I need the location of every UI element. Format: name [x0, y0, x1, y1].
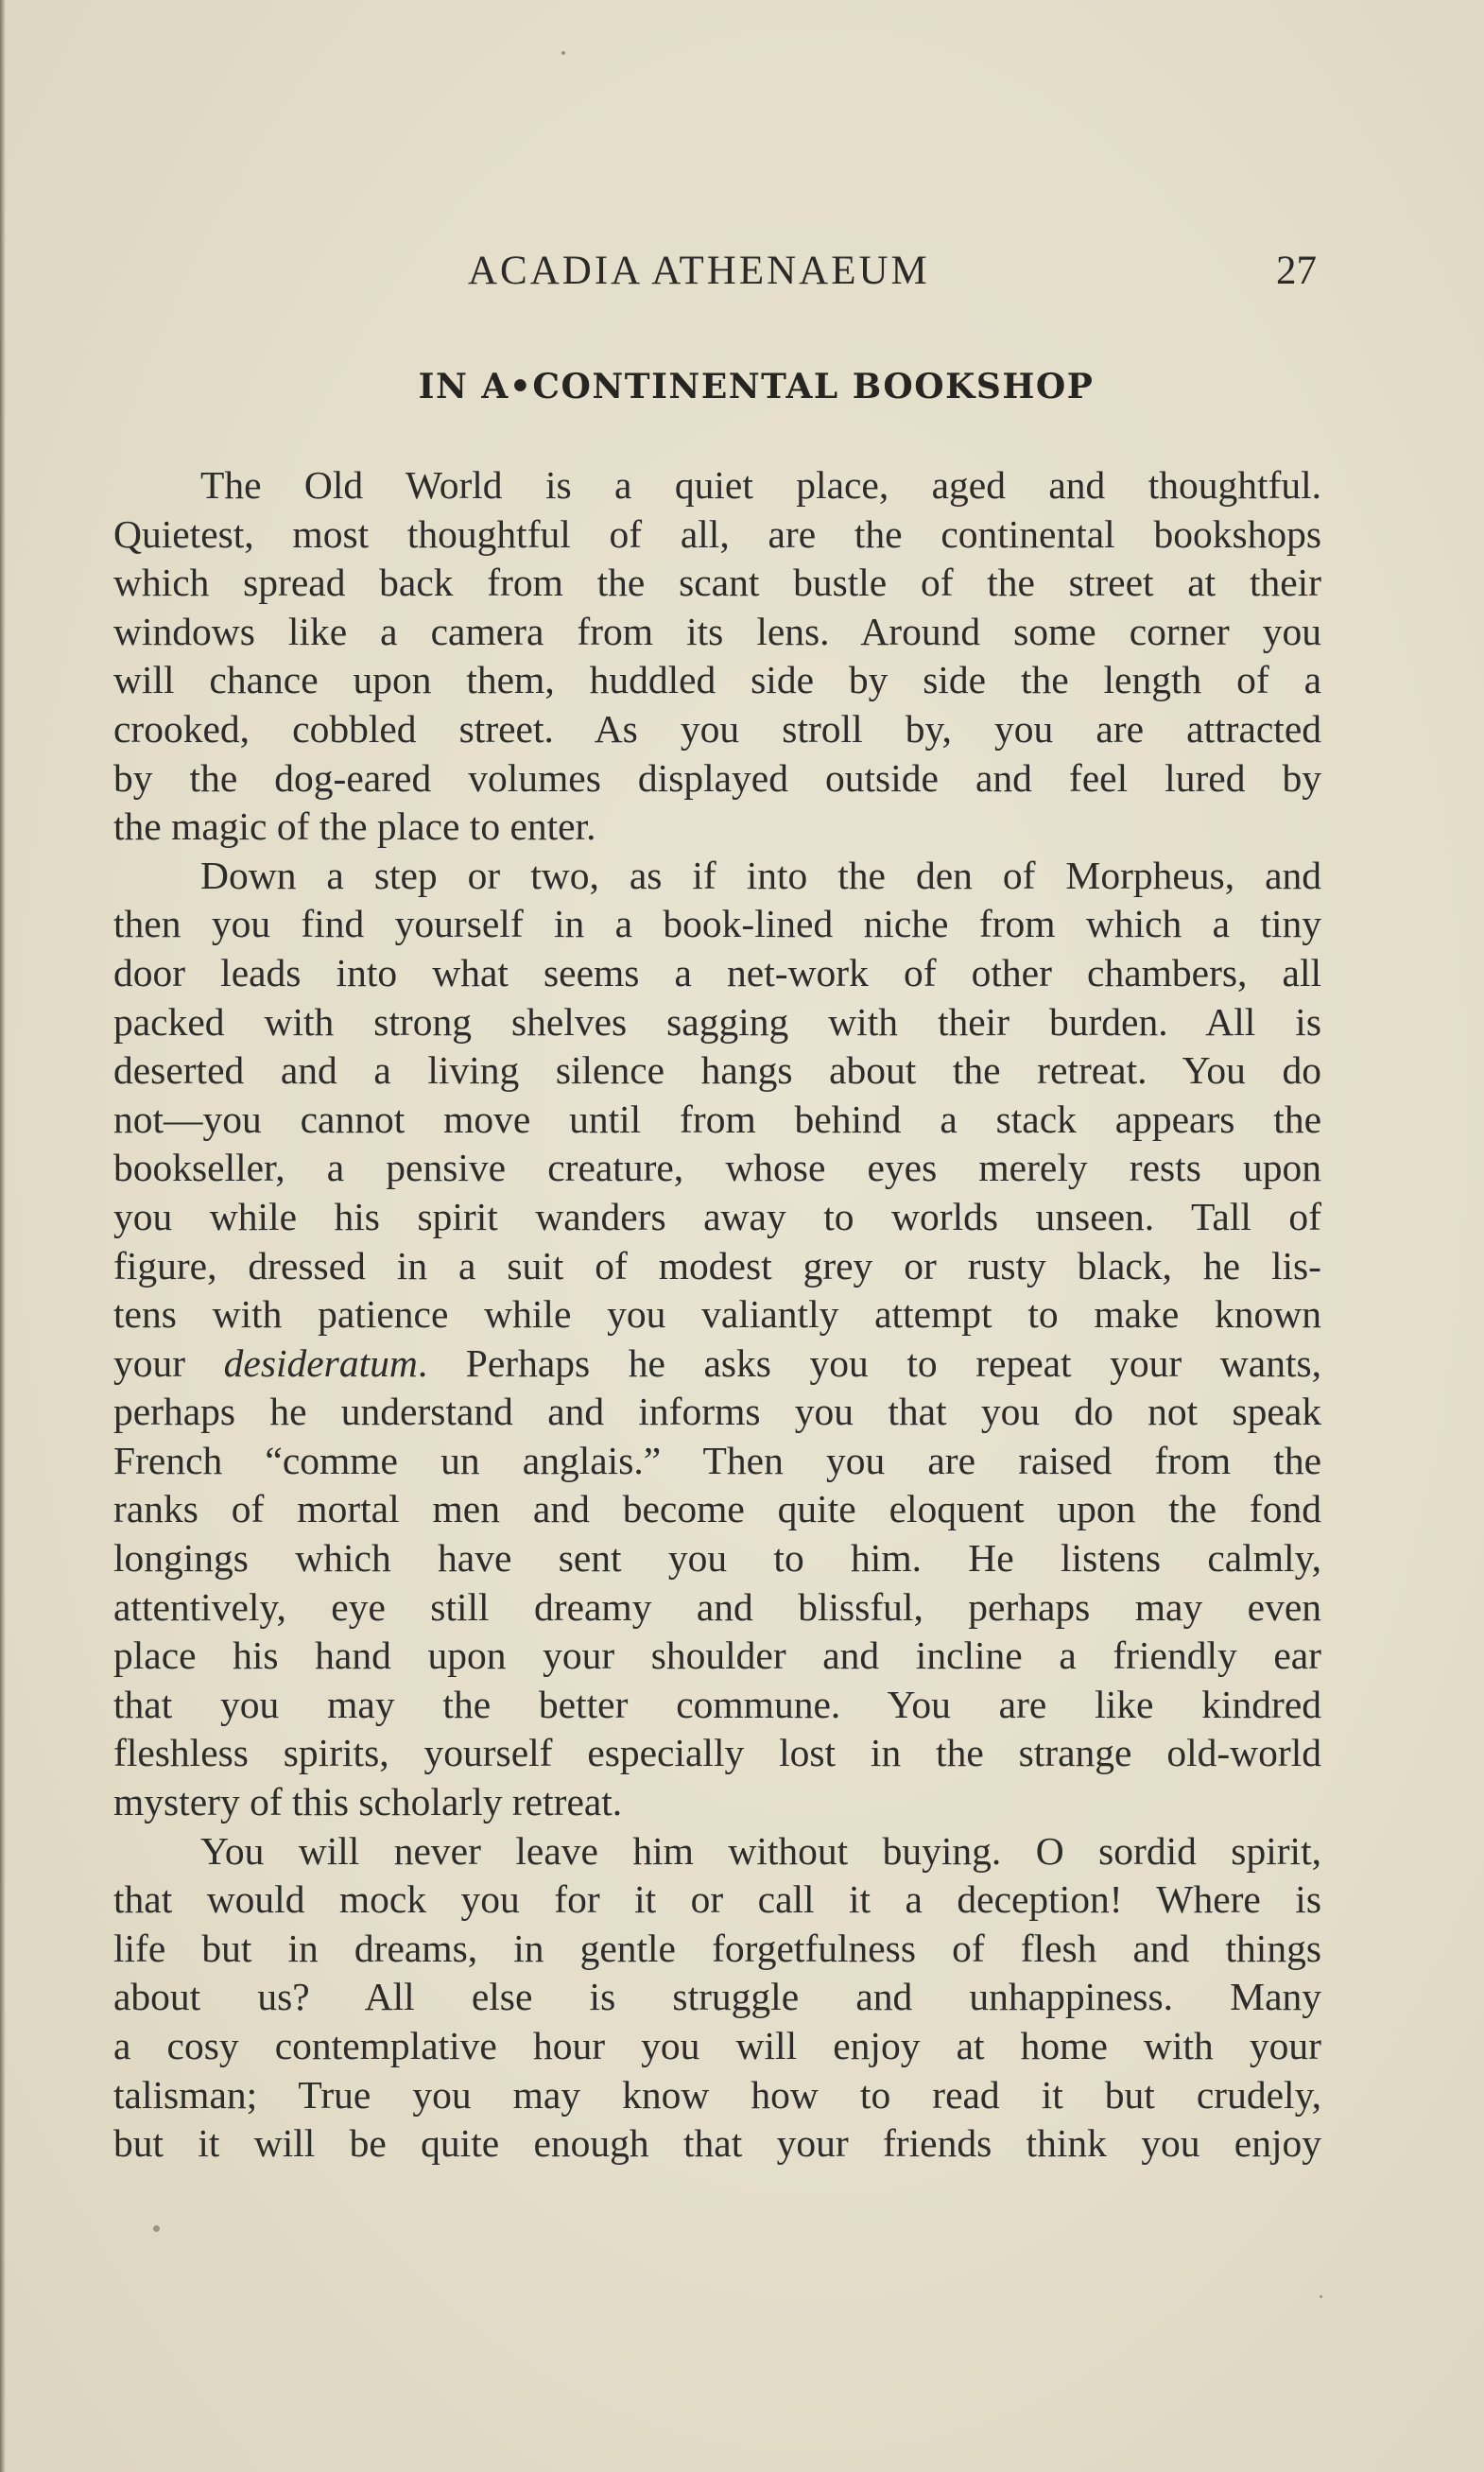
text-line: figure, dressed in a suit of modest grey or rusty black, he lis- — [113, 1243, 1321, 1288]
paper-speck — [1320, 2295, 1322, 2298]
text-line: a cosy contemplative hour you will enjoy at home with your — [113, 2024, 1321, 2067]
text-line: tens with patience while you valiantly attempt to make known — [113, 1292, 1321, 1337]
text-line: ranks of mortal men and become quite eloquent upon the fond — [113, 1487, 1321, 1531]
paper-speck — [561, 51, 565, 55]
paragraph-1 — [113, 461, 1321, 852]
text-line: that would mock you for it or call it a deception! Where is — [113, 1877, 1321, 1922]
text-line: attentively, eye still dreamy and blissful, perhaps may even — [113, 1584, 1321, 1629]
text-line: deserted and a living silence hangs about the retreat. You do — [113, 1048, 1321, 1093]
text-line: bookseller, a pensive creature, whose eyes merely rests upon — [113, 1146, 1321, 1190]
text-line: your desideratum. Perhaps he asks you to repeat your wants, — [113, 1340, 1321, 1385]
text-line: mystery of this scholarly retreat. — [113, 1780, 623, 1824]
text-line: by the dog-eared volumes displayed outside and feel lured by — [113, 755, 1321, 800]
text-line: not—you cannot move until from behind a stack appears the — [113, 1097, 1321, 1141]
text-line: crooked, cobbled street. As you stroll by, you are attracted — [113, 706, 1321, 751]
text-line: but it will be quite enough that your friends think you enjoy — [113, 2121, 1321, 2166]
text-line: will chance upon them, huddled side by side the length of a — [113, 658, 1321, 702]
text-line: then you find yourself in a book-lined niche from which a tiny — [113, 902, 1321, 946]
page-number: 27 — [1276, 249, 1317, 293]
running-title: ACADIA ATHENAEUM — [468, 249, 930, 293]
text-line: The Old World is a quiet place, aged and thoughtful. — [200, 463, 1321, 507]
text-line: perhaps he understand and informs you that you do not speak — [113, 1390, 1321, 1434]
text-line: about us? All else is struggle and unhappiness. Many — [113, 1975, 1321, 2019]
text-line: you while his spirit wanders away to worlds unseen. Tall of — [113, 1194, 1321, 1238]
text-line: windows like a camera from its lens. Around some corner you — [113, 609, 1321, 653]
text-line: the magic of the place to enter. — [113, 804, 596, 849]
text-line: which spread back from the scant bustle of the street at their — [113, 561, 1321, 605]
text-line: Down a step or two, as if into the den of Morpheus, and — [200, 853, 1321, 897]
text-line: French “comme un anglais.” Then you are raised from the — [113, 1438, 1321, 1482]
text-line: fleshless spirits, yourself especially lost in the strange old-world — [113, 1731, 1321, 1775]
text-line: life but in dreams, in gentle forgetfulness of flesh and things — [113, 1926, 1321, 1970]
text-line: You will never leave him without buying. O sordid spirit, — [200, 1828, 1321, 1873]
italic-term: desideratum — [223, 1340, 418, 1385]
text-line: packed with strong shelves sagging with their burden. All is — [113, 999, 1321, 1044]
text-line: Quietest, most thoughtful of all, are the continental bookshops — [113, 511, 1321, 556]
text-line: place his hand upon your shoulder and incline a friendly ear — [113, 1634, 1321, 1678]
running-header — [0, 248, 1484, 304]
paragraph-3 — [113, 1827, 1321, 2169]
paragraph-2 — [113, 852, 1321, 1827]
paper-speck — [153, 2225, 160, 2232]
text-line: longings which have sent you to him. He listens calmly, — [113, 1536, 1321, 1581]
article-title: IN A•CONTINENTAL BOOKSHOP — [418, 367, 1095, 406]
article-body — [113, 461, 1321, 2169]
text-line: door leads into what seems a net-work of other chambers, all — [113, 950, 1321, 994]
text-line: talisman; True you may know how to read it but crudely, — [113, 2072, 1321, 2117]
text-line: that you may the better commune. You are like kindred — [113, 1682, 1321, 1726]
